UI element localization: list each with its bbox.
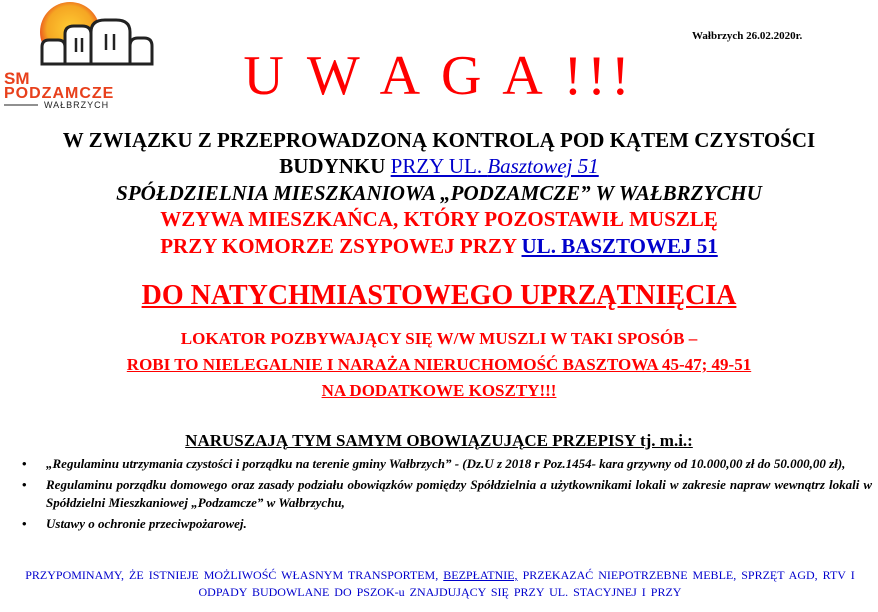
notice-line-7: LOKATOR POZBYWAJĄCY SIĘ W/W MUSZLI W TAKI SPOSÓB – — [180, 329, 698, 348]
bullet-icon: • — [22, 516, 27, 531]
notice-line-5 — [0, 233, 878, 259]
notice-demand: DO NATYCHMIASTOWEGO UPRZĄTNIĘCIA — [141, 280, 737, 311]
address-link-part-2: Basztowej 51 — [487, 154, 599, 178]
regulations-heading: NARUSZAJĄ TYM SAMYM OBOWIĄZUJĄCE PRZEPISY tj. m.i.: — [185, 431, 693, 450]
regulations-list — [22, 455, 872, 536]
notice-line-1: W ZWIĄZKU Z PRZEPROWADZONĄ KONTROLĄ POD KĄTEM CZYSTOŚCI — [62, 128, 816, 152]
list-item — [22, 455, 872, 473]
address-link-part-1: PRZY UL. — [390, 154, 488, 178]
regulation-text: „Regulaminu utrzymania czystości i porządku na terenie gminy Wałbrzych” - (Dz.U z 2018 r Poz.1454- kara grzywny od 10.000,00 zł do 50.000,00 zł), — [46, 456, 846, 471]
headline-uwaga: U W A G A !!! — [243, 45, 635, 107]
regulation-text: Regulaminu porządku domowego oraz zasady podziału obowiązków pomiędzy Spółdzielnia a użytkownikami lokali w zakresie napraw wewnątrz lokali w Spółdzielni Mieszkaniowej „Podzamcze” w Wałbrzychu, — [46, 477, 872, 510]
notice-line-9: NA DODATKOWE KOSZTY!!! — [321, 381, 557, 400]
line-2-prefix: BUDYNKU — [279, 154, 391, 178]
document-date: Wałbrzych 26.02.2020r. — [692, 30, 803, 42]
list-item — [22, 515, 872, 533]
regulation-text: Ustawy o ochronie przeciwpożarowej. — [46, 516, 247, 531]
list-item — [22, 476, 872, 512]
notice-line-8: ROBI TO NIELEGALNIE I NARAŻA NIERUCHOMOŚĆ BASZTOWA 45-47; 49-51 — [126, 355, 752, 374]
line-5-prefix: PRZY KOMORZE ZSYPOWEJ PRZY — [160, 234, 522, 258]
reminder-note — [22, 567, 858, 601]
reminder-free-emphasis: BEZPŁATNIE, — [443, 568, 518, 582]
logo-name-text: PODZAMCZE — [4, 85, 115, 102]
reminder-part-3: PRZEKAZAĆ NIEPOTRZEBNE MEBLE, SPRZĘT AGD, RTV I ODPADY BUDOWLANE DO PSZOK-u ZNAJDUJĄCY SIĘ PRZY UL. STACYJNEJ I PRZY — [198, 568, 855, 599]
bullet-icon: • — [22, 477, 27, 492]
notice-line-3: SPÓŁDZIELNIA MIESZKANIOWA „PODZAMCZE” W WAŁBRZYCHU — [116, 181, 762, 205]
notice-line-4: WZYWA MIESZKAŃCA, KTÓRY POZOSTAWIŁ MUSZLĘ — [160, 207, 718, 231]
reminder-part-1: PRZYPOMINAMY, ŻE ISTNIEJE MOŻLIWOŚĆ WŁASNYM TRANSPORTEM, — [25, 568, 444, 582]
address-link-basztowej[interactable] — [391, 154, 599, 178]
bullet-icon: • — [22, 456, 27, 471]
notice-line-2 — [0, 153, 878, 179]
logo-city-text: WAŁBRZYCH — [44, 100, 110, 110]
address-link-basztowej-caps[interactable]: UL. BASZTOWEJ 51 — [521, 234, 718, 258]
logo-sm-text: SM — [4, 69, 30, 88]
